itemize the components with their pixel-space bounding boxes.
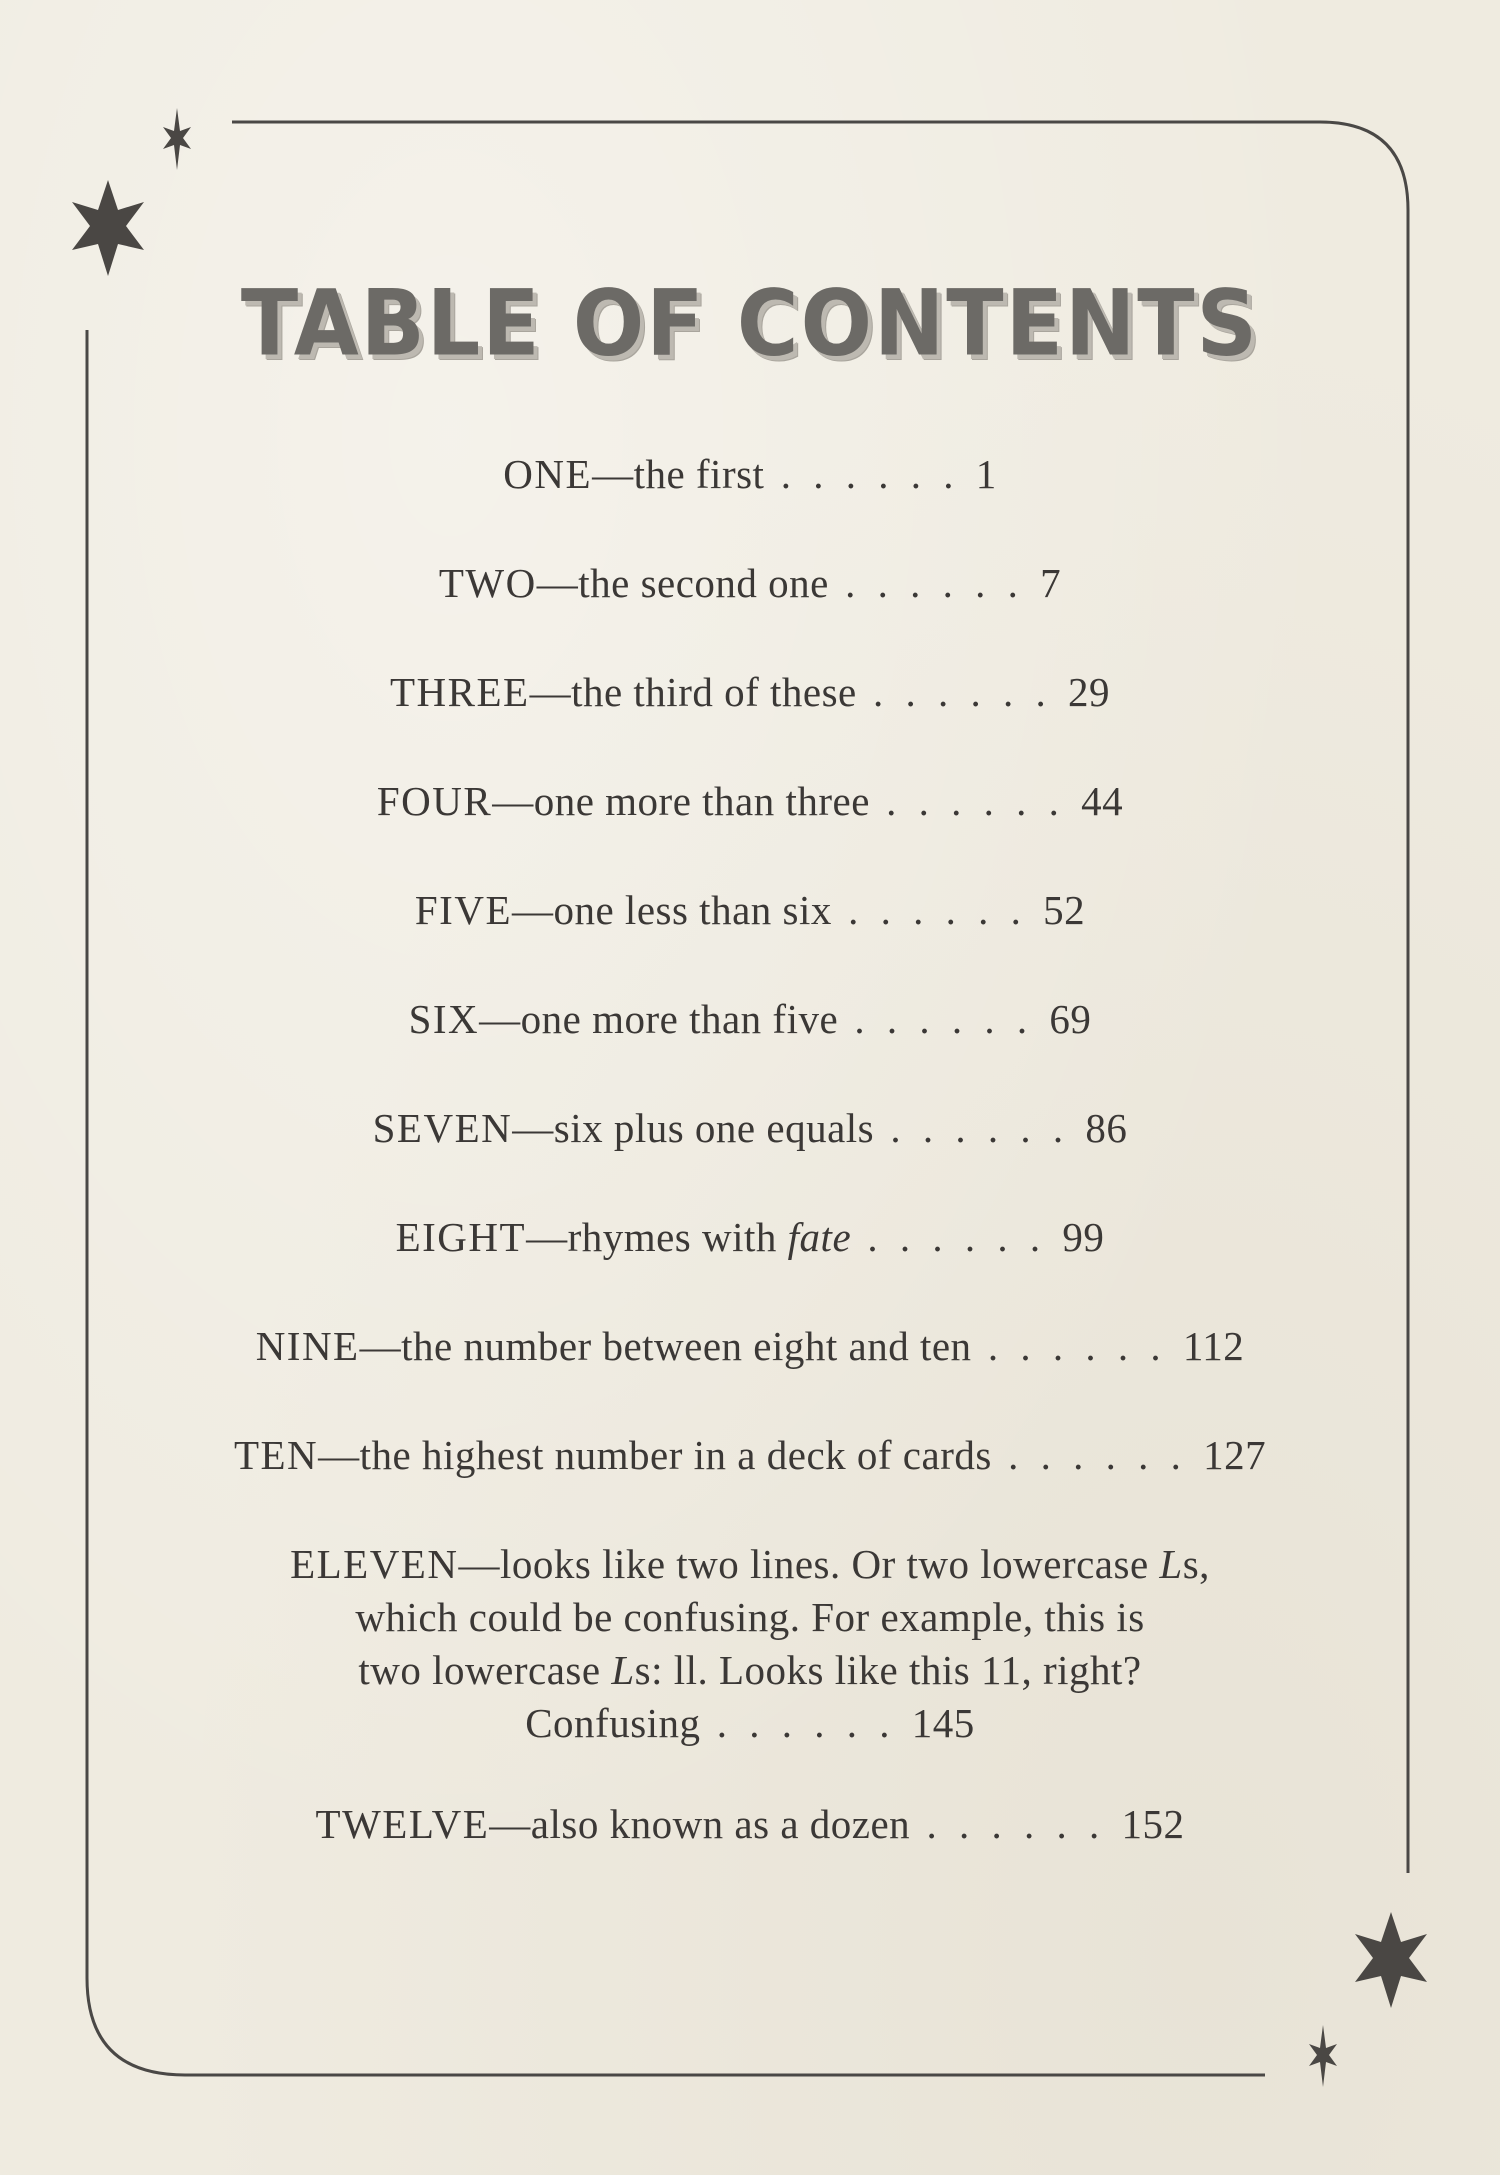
large-star-icon — [1353, 1912, 1429, 2008]
chapter-description-italic: fate — [787, 1214, 852, 1260]
page-number: 69 — [1049, 996, 1092, 1042]
chapter-number: FIVE — [414, 887, 512, 933]
dot-leader: . . . . . . — [700, 1700, 912, 1746]
dot-leader: . . . . . . — [828, 560, 1041, 606]
dot-leader: . . . . . . — [838, 996, 1050, 1042]
chapter-description: the number between eight and ten — [401, 1323, 972, 1369]
chapter-number: ONE — [503, 451, 593, 497]
toc-entry — [160, 1102, 1340, 1155]
em-dash: — — [592, 451, 634, 497]
em-dash: — — [492, 778, 534, 824]
chapter-number: TWO — [438, 560, 537, 606]
page-number: 52 — [1043, 887, 1086, 933]
chapter-number: FOUR — [376, 778, 493, 824]
toc-entry — [160, 1429, 1340, 1482]
chapter-description: which could be confusing. For example, this is — [355, 1594, 1145, 1640]
page-title: TABLE OF CONTENTS — [240, 270, 1260, 377]
page-number: 99 — [1062, 1214, 1105, 1260]
toc-entry — [160, 1320, 1340, 1373]
toc-entry — [160, 1211, 1340, 1264]
chapter-number: EIGHT — [395, 1214, 527, 1260]
em-dash: — — [511, 887, 554, 933]
chapter-description: the second one — [578, 560, 829, 606]
chapter-description: the first — [633, 451, 765, 497]
chapter-description: one more than five — [520, 996, 839, 1042]
chapter-description: Confusing — [525, 1700, 701, 1746]
chapter-description: one more than three — [533, 778, 870, 824]
dot-leader: . . . . . . — [831, 887, 1044, 933]
page-number: 29 — [1068, 669, 1110, 715]
chapter-number: TEN — [233, 1432, 319, 1478]
chapter-description-italic: L — [611, 1647, 635, 1693]
dot-leader: . . . . . . — [971, 1323, 1183, 1369]
page-number: 112 — [1182, 1323, 1245, 1369]
dot-leader: . . . . . . — [851, 1214, 1063, 1260]
dot-leader: . . . . . . — [874, 1105, 1086, 1151]
em-dash: — — [318, 1432, 360, 1478]
chapter-description: two lowercase — [358, 1647, 612, 1693]
chapter-description: six plus one equals — [553, 1105, 875, 1151]
page-number: 152 — [1121, 1801, 1185, 1847]
dot-leader: . . . . . . — [856, 669, 1068, 715]
em-dash: — — [526, 1214, 568, 1260]
chapter-description: s, — [1182, 1541, 1210, 1587]
em-dash: — — [458, 1541, 500, 1587]
toc-entry — [160, 1538, 1340, 1750]
chapter-description: looks like two lines. Or two lowercase — [499, 1541, 1160, 1587]
dot-leader: . . . . . . — [869, 778, 1082, 824]
chapter-number: THREE — [389, 669, 530, 715]
page-number: 7 — [1040, 560, 1062, 606]
toc-entry — [160, 775, 1340, 828]
page-number: 1 — [975, 451, 997, 497]
em-dash: — — [489, 1801, 531, 1847]
large-star-icon — [70, 180, 146, 276]
chapter-number: ELEVEN — [290, 1541, 459, 1587]
page-number: 127 — [1203, 1432, 1267, 1478]
toc-entry — [160, 993, 1340, 1046]
em-dash: — — [479, 996, 521, 1042]
chapter-number: NINE — [255, 1323, 360, 1369]
small-star-icon — [158, 108, 196, 170]
page-number: 86 — [1085, 1105, 1128, 1151]
chapter-description: also known as a dozen — [530, 1801, 911, 1847]
chapter-number: TWELVE — [315, 1801, 490, 1847]
chapter-number: SIX — [408, 996, 480, 1042]
dot-leader: . . . . . . — [991, 1432, 1204, 1478]
chapter-description: s: ll. Looks like this 11, right? — [634, 1647, 1142, 1693]
dot-leader: . . . . . . — [764, 451, 976, 497]
toc-entry — [160, 884, 1340, 937]
em-dash: — — [512, 1105, 554, 1151]
chapter-number: SEVEN — [372, 1105, 513, 1151]
chapter-description: one less than six — [553, 887, 832, 933]
toc-entry — [160, 448, 1340, 501]
dot-leader: . . . . . . — [910, 1801, 1122, 1847]
toc-entry — [160, 1798, 1340, 1851]
chapter-description: the third of these — [571, 669, 857, 715]
chapter-description: the highest number in a deck of cards — [359, 1432, 992, 1478]
table-of-contents-list — [160, 448, 1340, 1907]
chapter-description-italic: L — [1159, 1541, 1183, 1587]
chapter-description: rhymes with — [567, 1214, 788, 1260]
small-star-icon — [1304, 2025, 1342, 2087]
em-dash: — — [536, 560, 579, 606]
page-number: 44 — [1081, 778, 1124, 824]
em-dash: — — [529, 669, 572, 715]
page-number: 145 — [911, 1700, 975, 1746]
toc-entry — [160, 557, 1340, 610]
em-dash: — — [359, 1323, 402, 1369]
toc-entry — [160, 666, 1340, 719]
